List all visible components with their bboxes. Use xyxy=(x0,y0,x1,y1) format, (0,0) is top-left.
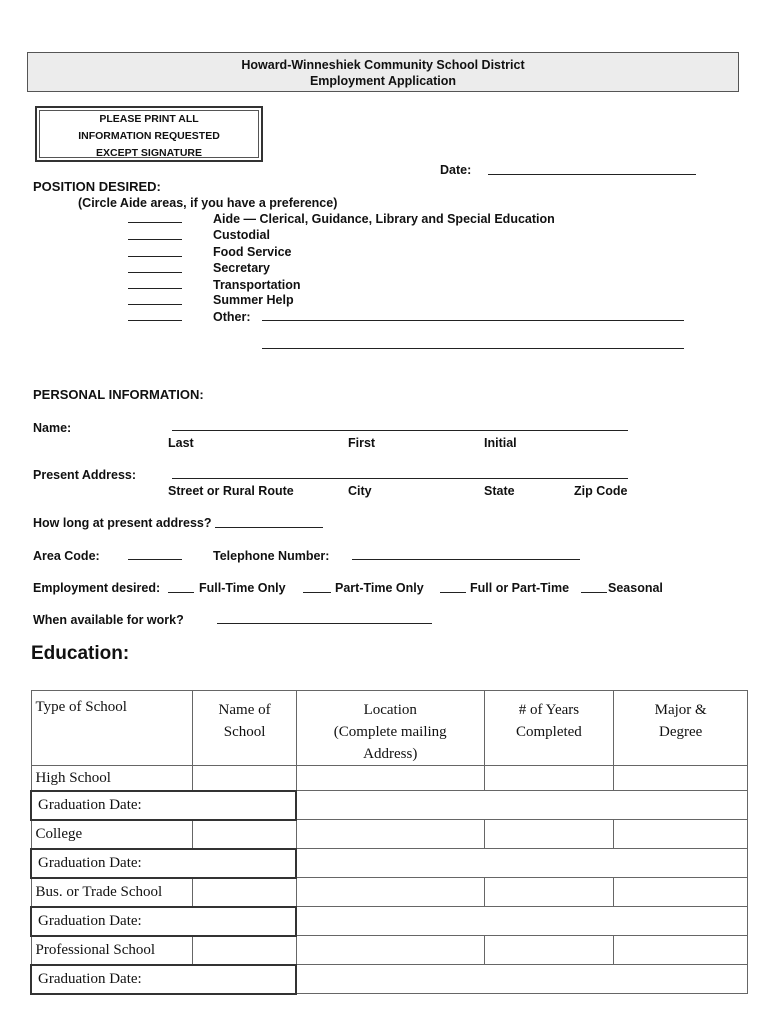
position-instruction: (Circle Aide areas, if you have a preference) xyxy=(78,196,338,210)
years-cell[interactable] xyxy=(484,936,614,965)
table-row xyxy=(31,849,748,878)
print-notice-line: INFORMATION REQUESTED xyxy=(78,130,220,142)
name-initial-label: Initial xyxy=(484,436,517,450)
header-text: School xyxy=(223,724,266,740)
graduation-date-cell[interactable]: Graduation Date: xyxy=(31,907,296,936)
address-state-label: State xyxy=(484,484,515,498)
graduation-blank-cell xyxy=(296,965,747,994)
form-header xyxy=(27,52,739,92)
graduation-date-cell[interactable]: Graduation Date: xyxy=(31,849,296,878)
option-aide: Aide — Clerical, Guidance, Library and Special Education xyxy=(213,212,555,226)
graduation-date-cell[interactable]: Graduation Date: xyxy=(31,965,296,994)
table-row xyxy=(31,820,748,849)
personal-title: PERSONAL INFORMATION: xyxy=(33,387,204,402)
school-location-cell[interactable] xyxy=(296,878,484,907)
form-title: Employment Application xyxy=(309,74,457,88)
header-text: Location xyxy=(363,702,417,718)
school-name-cell[interactable] xyxy=(193,936,297,965)
table-row xyxy=(31,965,748,994)
date-field[interactable] xyxy=(488,174,696,175)
option-transportation: Transportation xyxy=(213,278,301,292)
area-code-field[interactable] xyxy=(128,559,182,560)
header-text: Address) xyxy=(363,746,418,762)
school-location-cell[interactable] xyxy=(296,936,484,965)
graduation-blank-cell xyxy=(296,791,747,820)
district-name: Howard-Winneshiek Community School District xyxy=(241,58,525,72)
name-first-label: First xyxy=(348,436,376,450)
major-cell[interactable] xyxy=(614,936,748,965)
seasonal-blank[interactable] xyxy=(581,592,607,593)
part-time-option: Part-Time Only xyxy=(335,581,424,595)
school-name-cell[interactable] xyxy=(193,878,297,907)
position-title: POSITION DESIRED: xyxy=(33,179,161,194)
full-or-part-time-blank[interactable] xyxy=(440,592,466,593)
custodial-blank[interactable] xyxy=(128,239,182,240)
option-custodial: Custodial xyxy=(213,228,270,242)
school-location-cell[interactable] xyxy=(296,820,484,849)
table-row xyxy=(31,936,748,965)
other-field[interactable] xyxy=(262,320,684,321)
address-zip-label: Zip Code xyxy=(574,484,628,498)
school-type-cell: Professional School xyxy=(31,936,193,965)
how-long-field[interactable] xyxy=(215,527,323,528)
option-other: Other: xyxy=(213,310,251,324)
area-code-label: Area Code: xyxy=(33,549,100,563)
option-secretary: Secretary xyxy=(213,261,270,275)
other-blank[interactable] xyxy=(128,320,182,321)
years-cell[interactable] xyxy=(484,820,614,849)
food-service-blank[interactable] xyxy=(128,256,182,257)
table-row xyxy=(31,907,748,936)
graduation-date-cell[interactable]: Graduation Date: xyxy=(31,791,296,820)
header-text: Name of xyxy=(218,702,271,718)
major-cell[interactable] xyxy=(614,878,748,907)
aide-blank[interactable] xyxy=(128,222,182,223)
years-cell[interactable] xyxy=(484,766,614,791)
education-title: Education: xyxy=(31,643,130,664)
table-row xyxy=(31,766,748,791)
full-or-part-time-option: Full or Part-Time xyxy=(470,581,570,595)
print-notice-line: PLEASE PRINT ALL xyxy=(99,113,199,125)
table-row xyxy=(31,878,748,907)
graduation-blank-cell xyxy=(296,849,747,878)
other-field-line-2[interactable] xyxy=(262,348,684,349)
school-location-cell[interactable] xyxy=(296,766,484,791)
name-last-label: Last xyxy=(168,436,194,450)
print-notice-box xyxy=(35,106,263,162)
full-time-blank[interactable] xyxy=(168,592,194,593)
school-type-cell: High School xyxy=(31,766,193,791)
secretary-blank[interactable] xyxy=(128,272,182,273)
telephone-label: Telephone Number: xyxy=(213,549,330,563)
name-label: Name: xyxy=(33,421,72,435)
header-major-degree xyxy=(614,691,748,766)
graduation-blank-cell xyxy=(296,907,747,936)
header-text: Major & xyxy=(654,702,707,718)
school-type-cell: Bus. or Trade School xyxy=(31,878,193,907)
header-type-of-school: Type of School xyxy=(31,691,193,766)
table-row xyxy=(31,791,748,820)
employment-label: Employment desired: xyxy=(33,581,161,595)
option-summer-help: Summer Help xyxy=(213,293,294,307)
school-type-cell: College xyxy=(31,820,193,849)
address-field[interactable] xyxy=(172,478,628,479)
available-label: When available for work? xyxy=(33,613,184,627)
how-long-label: How long at present address? xyxy=(33,516,212,530)
telephone-field[interactable] xyxy=(352,559,580,560)
major-cell[interactable] xyxy=(614,820,748,849)
header-text: Degree xyxy=(658,724,703,740)
address-city-label: City xyxy=(348,484,372,498)
school-name-cell[interactable] xyxy=(193,820,297,849)
option-food-service: Food Service xyxy=(213,245,292,259)
header-text: Completed xyxy=(515,724,582,740)
seasonal-option: Seasonal xyxy=(608,581,663,595)
full-time-option: Full-Time Only xyxy=(199,581,286,595)
date-label: Date: xyxy=(440,163,472,177)
school-name-cell[interactable] xyxy=(193,766,297,791)
transportation-blank[interactable] xyxy=(128,288,182,289)
address-label: Present Address: xyxy=(33,468,137,482)
major-cell[interactable] xyxy=(614,766,748,791)
header-name-of-school xyxy=(193,691,297,766)
part-time-blank[interactable] xyxy=(303,592,331,593)
header-years-completed xyxy=(484,691,614,766)
header-text: # of Years xyxy=(518,702,580,718)
header-location xyxy=(296,691,484,766)
years-cell[interactable] xyxy=(484,878,614,907)
name-field[interactable] xyxy=(172,430,628,431)
summer-help-blank[interactable] xyxy=(128,304,182,305)
print-notice-line: EXCEPT SIGNATURE xyxy=(96,147,202,159)
education-header-row xyxy=(31,691,748,766)
available-field[interactable] xyxy=(217,623,432,624)
education-table xyxy=(30,690,748,995)
address-street-label: Street or Rural Route xyxy=(168,484,294,498)
header-text: (Complete mailing xyxy=(333,724,447,740)
